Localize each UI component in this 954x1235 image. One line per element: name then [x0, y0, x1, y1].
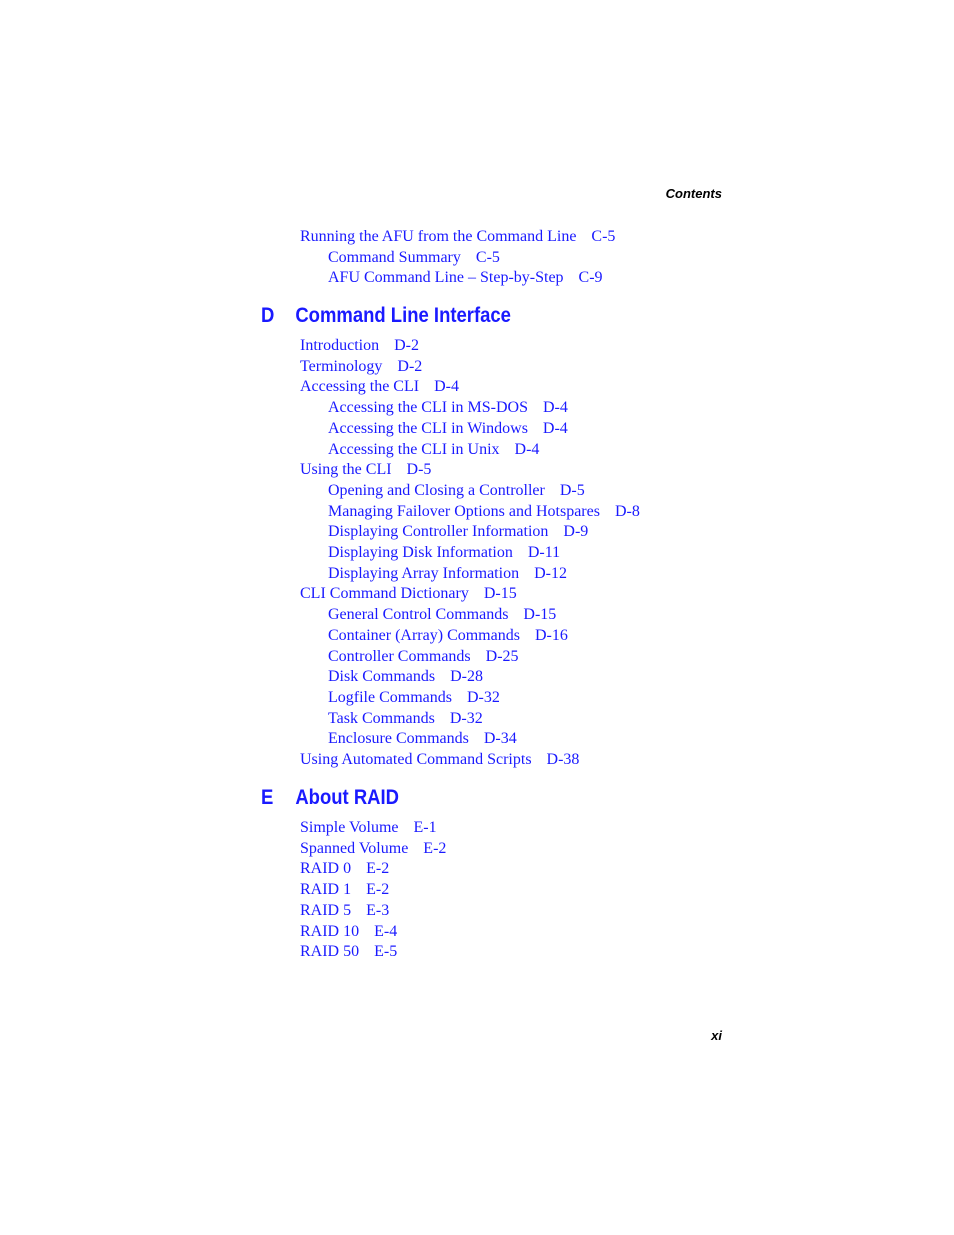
toc-entry-page: D-4	[514, 440, 540, 458]
toc-entry-page: E-3	[366, 901, 390, 919]
toc-entry-page: C-5	[591, 228, 616, 245]
toc-entry-page: D-16	[534, 626, 568, 644]
toc-entry[interactable]	[300, 839, 446, 860]
chapter-letter: D	[261, 304, 275, 327]
toc-entry-page: D-34	[483, 730, 517, 748]
toc-entry[interactable]	[300, 901, 446, 922]
toc-entry-title: RAID 50	[300, 943, 360, 961]
toc-entry-title: Simple Volume	[300, 819, 399, 836]
toc-entry-title: RAID 5	[300, 901, 352, 919]
toc-entry-title: RAID 1	[300, 881, 352, 899]
toc-entry-title: Displaying Controller Information	[328, 523, 549, 541]
toc-entry-page: D-2	[394, 337, 419, 354]
toc-entry[interactable]	[300, 647, 640, 668]
toc-entry-title: Disk Commands	[328, 668, 436, 686]
toc-entry-page: D-32	[466, 688, 500, 706]
toc-entry-title: Enclosure Commands	[328, 730, 469, 748]
toc-entry-page: D-32	[449, 709, 483, 727]
toc-entry-title: Displaying Disk Information	[328, 544, 513, 562]
toc-entry[interactable]	[300, 626, 640, 647]
toc-entry-page: E-1	[413, 819, 437, 836]
toc-entry-title: RAID 10	[300, 922, 360, 940]
chapter-heading-e[interactable]	[261, 786, 399, 810]
toc-entry-page: D-15	[483, 585, 517, 603]
toc-entry-title: Accessing the CLI in MS-DOS	[328, 399, 528, 417]
toc-entry[interactable]	[300, 750, 640, 771]
toc-entry-title: Displaying Array Information	[328, 564, 520, 582]
toc-entry[interactable]	[300, 377, 640, 398]
toc-section-e	[300, 818, 446, 963]
toc-entry[interactable]	[300, 729, 640, 750]
toc-entry-title: Container (Array) Commands	[328, 626, 520, 644]
toc-entry[interactable]	[300, 880, 446, 901]
toc-entry-title: Command Summary	[328, 248, 461, 266]
toc-entry-page: D-5	[406, 461, 432, 479]
toc-entry-page: D-5	[559, 481, 585, 499]
toc-entry-page: C-5	[475, 248, 500, 266]
toc-entry[interactable]	[300, 357, 640, 378]
running-header: Contents	[665, 186, 722, 201]
toc-entry[interactable]	[300, 667, 640, 688]
toc-entry-page: E-2	[366, 881, 390, 899]
toc-entry-page: D-2	[397, 357, 423, 375]
toc-section-c-continued	[300, 227, 615, 289]
chapter-heading-d[interactable]	[261, 304, 511, 328]
toc-entry[interactable]	[300, 268, 615, 289]
toc-entry-title: AFU Command Line – Step-by-Step	[328, 269, 564, 287]
toc-entry-title: Accessing the CLI in Unix	[328, 440, 500, 458]
toc-entry-title: Managing Failover Options and Hotspares	[328, 502, 600, 520]
toc-entry-title: Accessing the CLI in Windows	[328, 419, 528, 437]
toc-entry[interactable]	[300, 688, 640, 709]
toc-entry-title: Using Automated Command Scripts	[300, 751, 532, 769]
toc-entry[interactable]	[300, 336, 640, 357]
toc-entry-page: E-4	[374, 922, 398, 940]
toc-entry-title: Spanned Volume	[300, 839, 409, 857]
toc-entry[interactable]	[300, 522, 640, 543]
toc-entry-title: Using the CLI	[300, 461, 392, 479]
toc-entry[interactable]	[300, 398, 640, 419]
toc-entry-title: Running the AFU from the Command Line	[300, 228, 577, 245]
chapter-letter: E	[261, 786, 274, 809]
toc-section-d	[300, 336, 640, 771]
toc-entry[interactable]	[300, 543, 640, 564]
toc-entry-page: D-28	[450, 668, 484, 686]
toc-entry-title: Logfile Commands	[328, 688, 452, 706]
toc-entry[interactable]	[300, 942, 446, 963]
toc-entry[interactable]	[300, 502, 640, 523]
toc-entry[interactable]	[300, 818, 446, 839]
toc-entry-title: General Control Commands	[328, 606, 509, 624]
chapter-title: Command Line Interface	[295, 304, 511, 327]
toc-entry-page: D-12	[534, 564, 567, 582]
toc-entry[interactable]	[300, 605, 640, 626]
toc-entry-page: D-15	[523, 606, 557, 624]
toc-entry-page: D-38	[546, 751, 580, 769]
toc-entry-title: Accessing the CLI	[300, 378, 420, 396]
toc-entry-page: D-25	[485, 647, 519, 665]
toc-entry-title: Controller Commands	[328, 647, 471, 665]
toc-entry-page: E-2	[366, 860, 390, 878]
toc-entry[interactable]	[300, 227, 615, 248]
toc-entry-page: D-4	[434, 378, 459, 396]
toc-entry-title: Opening and Closing a Controller	[328, 481, 545, 499]
toc-entry[interactable]	[300, 584, 640, 605]
toc-entry-title: Task Commands	[328, 709, 435, 727]
toc-entry-page: D-9	[563, 523, 589, 541]
toc-entry[interactable]	[300, 440, 640, 461]
toc-entry-title: RAID 0	[300, 860, 352, 878]
toc-entry-title: Terminology	[300, 357, 383, 375]
toc-entry[interactable]	[300, 481, 640, 502]
toc-entry-title: Introduction	[300, 337, 380, 354]
toc-entry-page: E-5	[374, 943, 398, 961]
toc-entry[interactable]	[300, 248, 615, 269]
toc-entry-page: D-11	[527, 544, 561, 562]
toc-entry[interactable]	[300, 460, 640, 481]
toc-entry-page: C-9	[578, 269, 603, 287]
toc-entry-title: CLI Command Dictionary	[300, 585, 469, 603]
toc-entry[interactable]	[300, 859, 446, 880]
toc-entry-page: D-8	[614, 502, 640, 520]
toc-entry-page: D-4	[542, 419, 568, 437]
chapter-title: About RAID	[295, 786, 399, 809]
toc-entry[interactable]	[300, 564, 640, 585]
page-number: xi	[711, 1028, 722, 1043]
toc-entry-page: E-2	[423, 839, 447, 857]
toc-entry[interactable]	[300, 709, 640, 730]
toc-entry[interactable]	[300, 419, 640, 440]
toc-entry[interactable]	[300, 922, 446, 943]
toc-entry-page: D-4	[542, 399, 568, 417]
